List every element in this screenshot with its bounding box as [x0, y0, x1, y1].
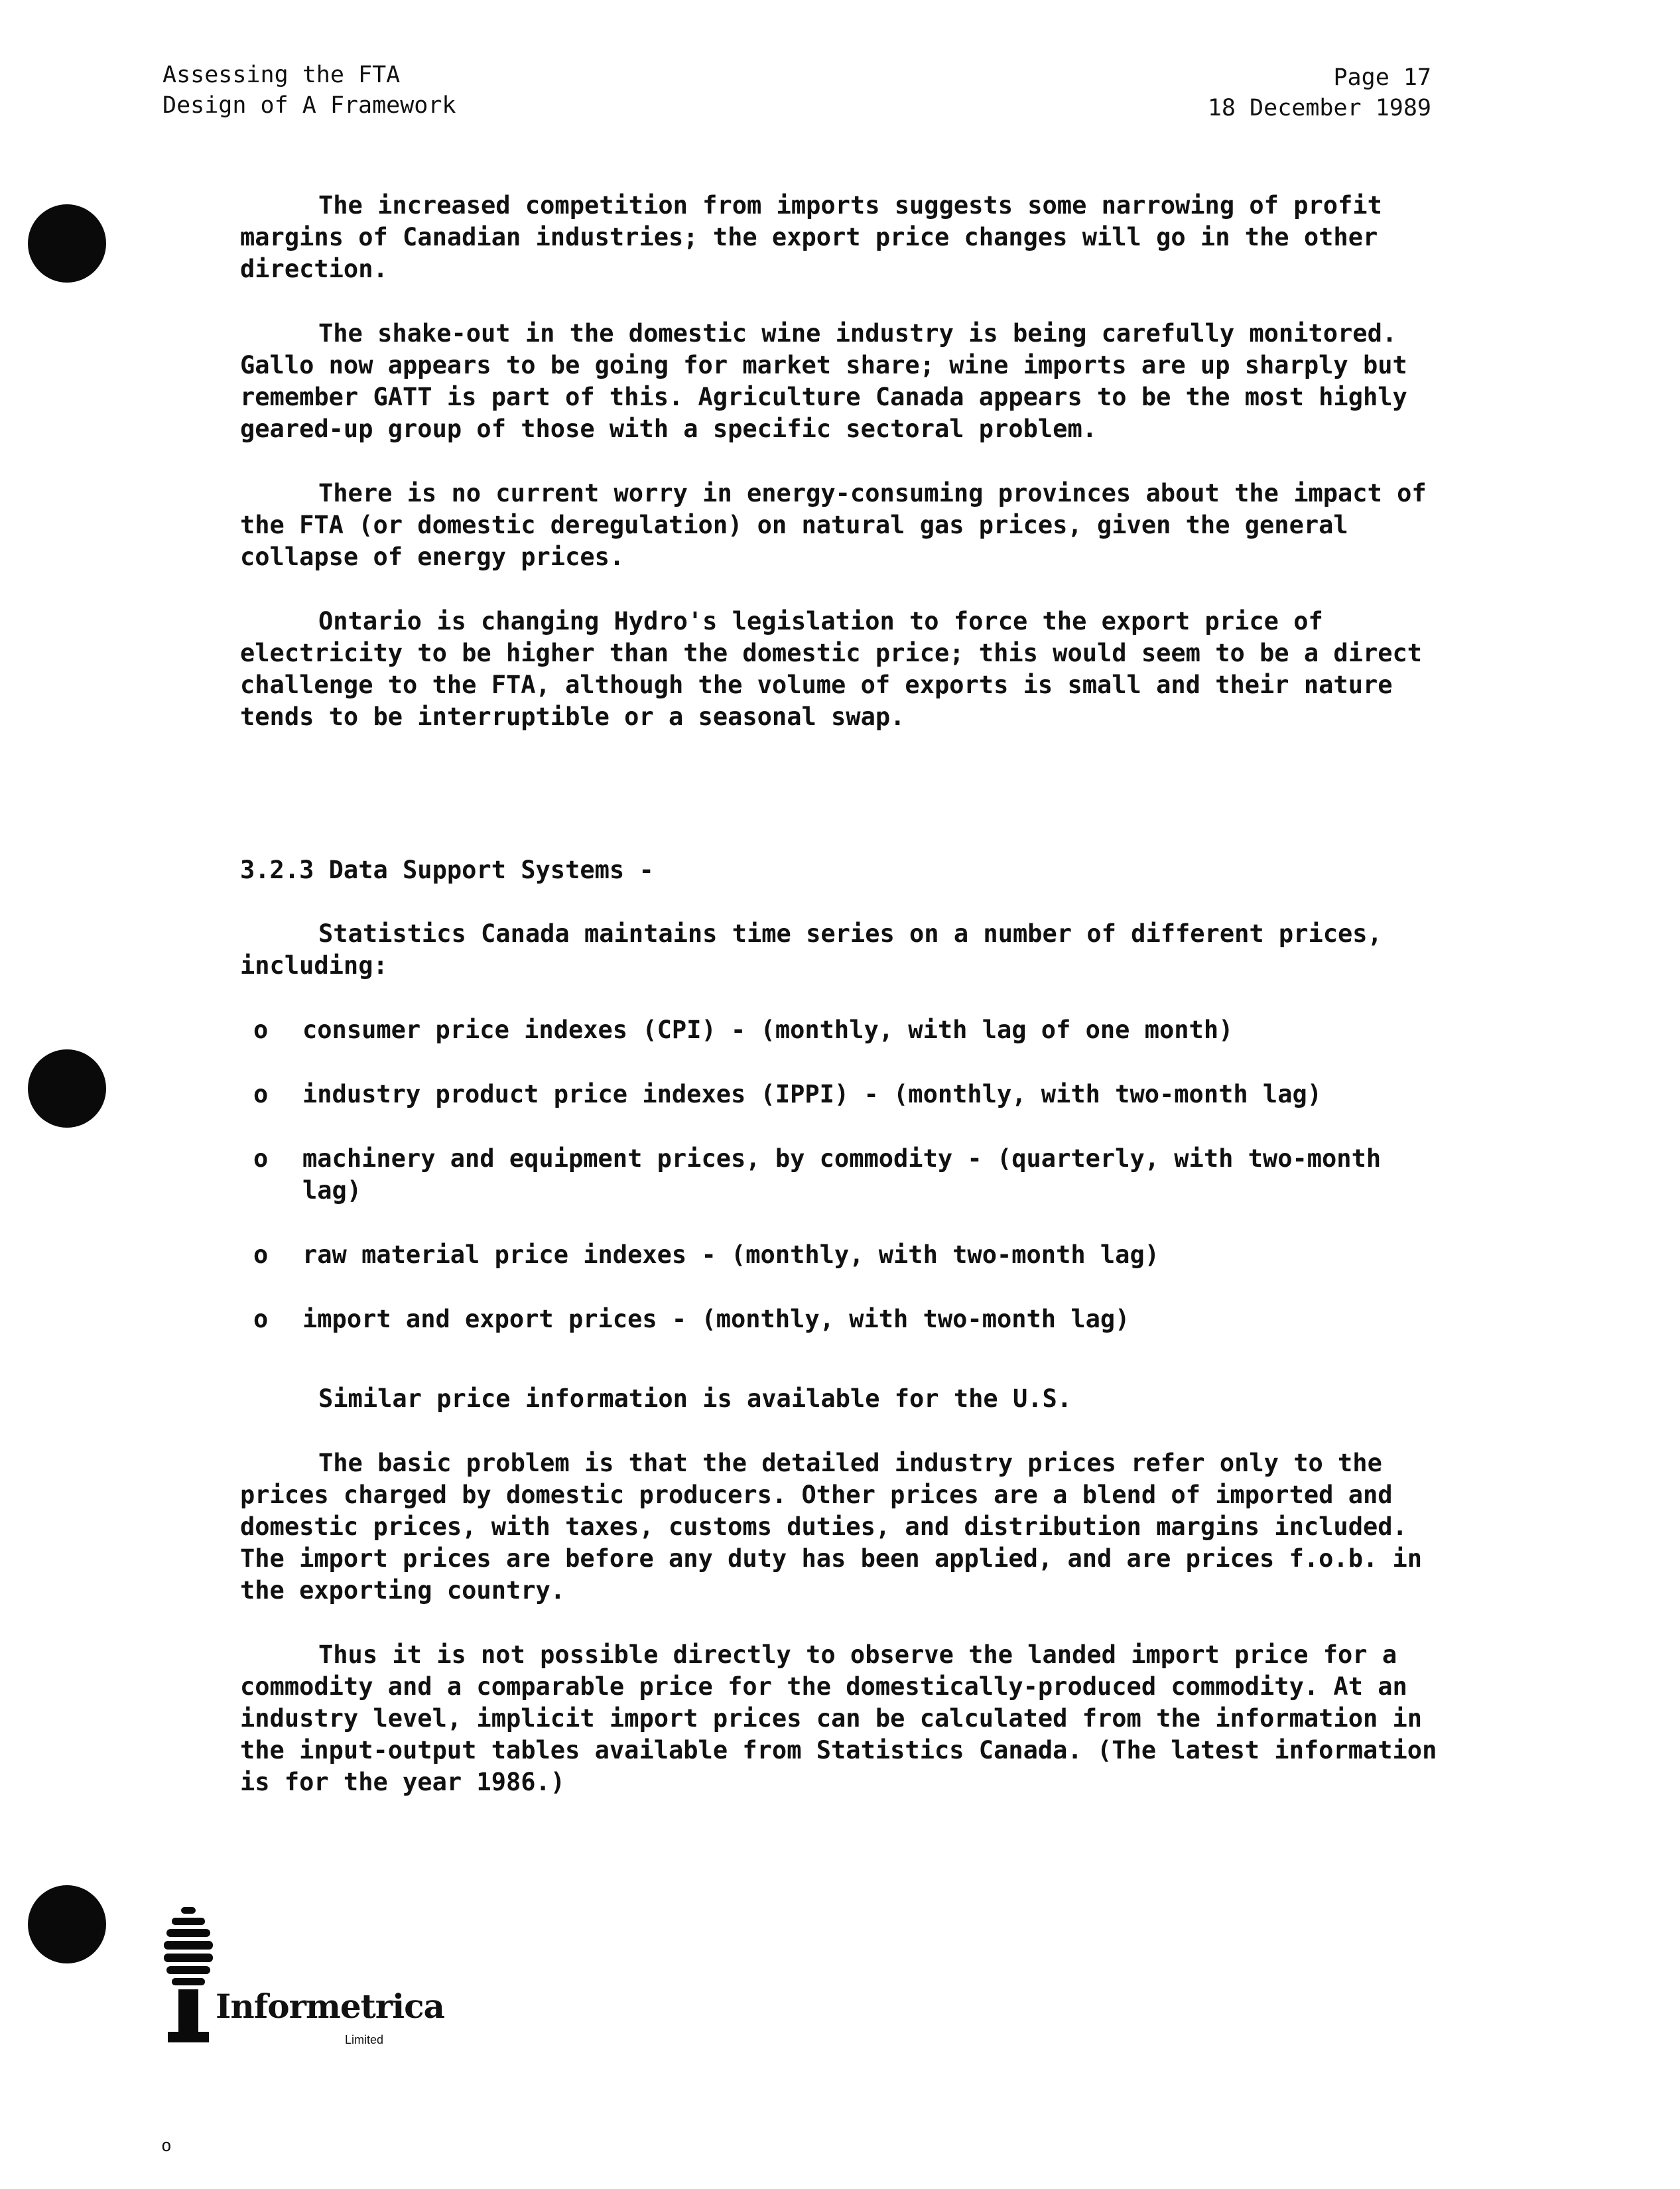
- bullet-marker: o: [253, 1016, 269, 1044]
- list-item: [240, 1239, 1447, 1271]
- informetrica-logo: [162, 1907, 444, 2053]
- bullet-marker: o: [253, 1144, 269, 1173]
- body-text-top: [240, 190, 1447, 765]
- paragraph: The shake-out in the domestic wine industry is being carefully monitored. Gallo now appears to be going for market share; wine imports are up sharply but remember GATT is part of this. Agriculture Canada appears to be the most highly geared-up group of those with a specific sectoral problem.: [240, 319, 1407, 443]
- header-date: 18 December 1989: [1207, 95, 1431, 121]
- header-subtitle: Design of A Framework: [162, 92, 456, 119]
- paragraph: Similar price information is available for the U.S.: [318, 1384, 1072, 1413]
- price-series-list: [240, 1014, 1447, 1335]
- list-item: [240, 1303, 1447, 1335]
- section-data-support: [240, 854, 1447, 1831]
- paragraph: The basic problem is that the detailed industry prices refer only to the prices charged by domestic producers. Other prices are a blend of imported and domestic prices, with taxes, customs duties, and distribution margins included. The import prices are before any duty has been applied, and are prices f.o.b. in the exporting country.: [240, 1449, 1423, 1605]
- footer-mark: o: [161, 2136, 172, 2156]
- paragraph: Ontario is changing Hydro's legislation to force the export price of electricity to be higher than the domestic price; this would seem to be a direct challenge to the FTA, although the volume of exports is small and their nature tends to be interruptible or a seasonal swap.: [240, 607, 1423, 731]
- section-intro: Statistics Canada maintains time series on a number of different prices, including:: [240, 919, 1382, 980]
- section-heading: 3.2.3 Data Support Systems -: [240, 856, 654, 884]
- list-item: [240, 1143, 1447, 1207]
- paragraph: The increased competition from imports suggests some narrowing of profit margins of Canadian industries; the export price changes will go in the other direction.: [240, 191, 1382, 283]
- binder-hole: [28, 204, 106, 283]
- bullet-marker: o: [253, 1080, 269, 1108]
- page-number: Page 17: [1333, 64, 1431, 91]
- list-item-text: raw material price indexes - (monthly, with two-month lag): [302, 1240, 1160, 1269]
- list-item-text: consumer price indexes (CPI) - (monthly, with lag of one month): [302, 1016, 1234, 1044]
- paragraph: There is no current worry in energy-consuming provinces about the impact of the FTA (or domestic deregulation) on natural gas prices, given the general collapse of energy prices.: [240, 479, 1427, 571]
- list-item-text: industry product price indexes (IPPI) - (monthly, with two-month lag): [302, 1080, 1323, 1108]
- globe-logo-icon: [162, 1907, 216, 2046]
- paragraph: Thus it is not possible directly to observe the landed import price for a commodity and a comparable price for the domestically-produced commodity. At an industry level, implicit import prices can be calculated from the information in the input-output tables available from Statistics Canada. (The latest information is for the year 1986.): [240, 1640, 1437, 1796]
- list-item-text: import and export prices - (monthly, with two-month lag): [302, 1305, 1130, 1333]
- bullet-marker: o: [253, 1240, 269, 1269]
- list-item: [240, 1079, 1447, 1110]
- binder-hole: [28, 1049, 106, 1128]
- list-item: [240, 1014, 1447, 1046]
- list-item-text: machinery and equipment prices, by commodity - (quarterly, with two-month lag): [302, 1144, 1382, 1205]
- binder-hole: [28, 1885, 106, 1963]
- logo-wordmark: Informetrica: [216, 1987, 444, 2026]
- bullet-marker: o: [253, 1305, 269, 1333]
- header-title: Assessing the FTA: [162, 62, 401, 88]
- logo-subtitle: Limited: [345, 2033, 384, 2046]
